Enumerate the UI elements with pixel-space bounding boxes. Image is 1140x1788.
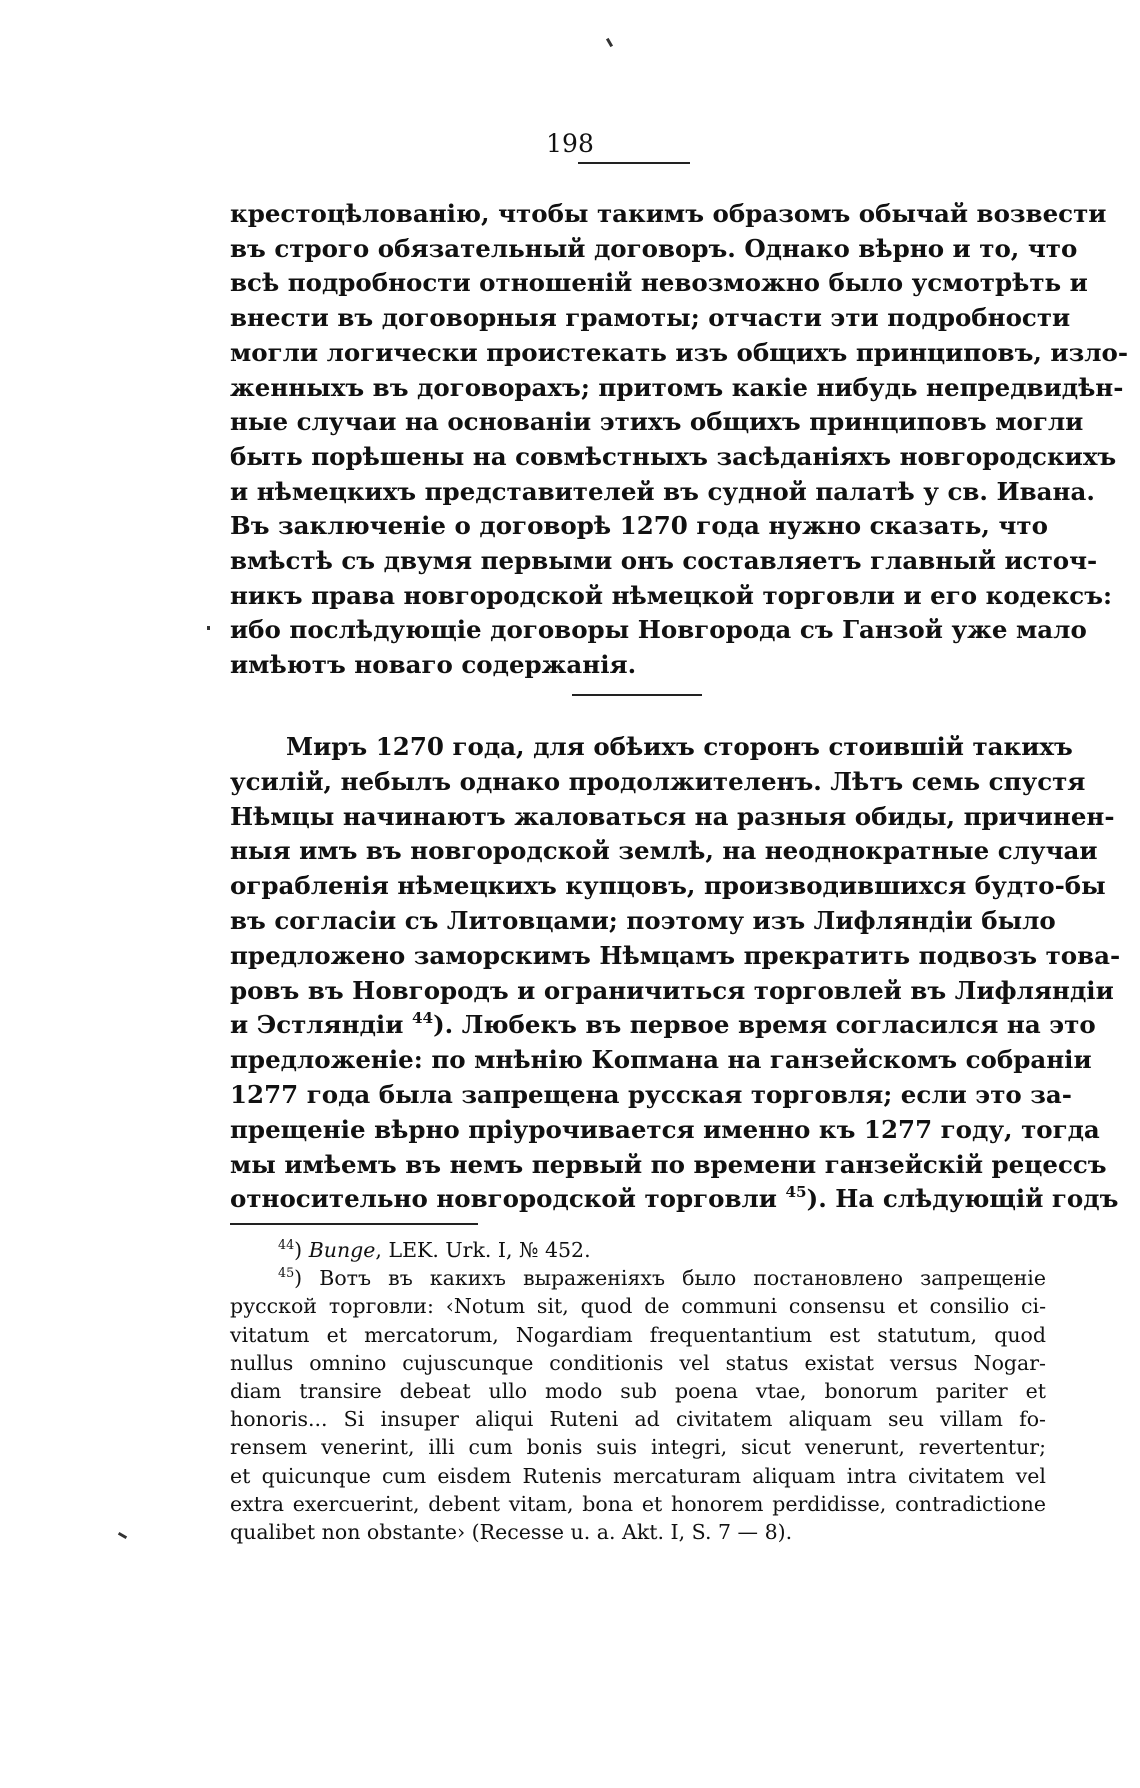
text-line: въ строго обязательный договоръ. Однако вѣрно и то, что [230, 233, 1078, 263]
text-line: Нѣмцы начинаютъ жаловаться на разныя обиды, причинен- [230, 801, 1115, 831]
scan-speck [118, 1532, 127, 1539]
main-paragraph [230, 197, 1129, 683]
footnote-text: ) Вотъ въ какихъ выраженіяхъ было постановлено запрещеніе [294, 1266, 1046, 1291]
text-segment: и Эстляндіи [230, 1010, 412, 1040]
footnote-line: qualibet non obstante› (Recesse u. a. Akt. I, S. 7 — 8). [230, 1520, 793, 1545]
text-line: внести въ договорныя грамоты; отчасти эти подробности [230, 303, 1071, 333]
text-line: ровъ въ Новгородъ и ограничиться торговлей въ Лифляндіи [230, 975, 1114, 1005]
footnote-divider [230, 1223, 478, 1225]
footnote-44: $^{44}$) Bunge, LEK. Urk. I, № 452. [278, 1236, 591, 1262]
text-line [230, 1008, 1096, 1043]
section-divider [572, 694, 702, 696]
footnote-text: , LEK. Urk. I, № 452. [375, 1238, 591, 1262]
text-line: прещеніе вѣрно пріурочивается именно къ 1277 году, тогда [230, 1114, 1100, 1144]
text-segment: относительно новгородской торговли [230, 1184, 786, 1214]
text-line: вмѣстѣ съ двумя первыми онъ составляетъ главный источ- [230, 546, 1098, 576]
text-line: могли логически проистекать изъ общихъ принциповъ, изло- [230, 337, 1129, 367]
scan-speck [207, 626, 210, 630]
footnote-45-first-line [230, 1264, 1046, 1292]
footnote-ref-45[interactable]: 45 [785, 1183, 807, 1202]
scan-speck [606, 38, 613, 47]
text-line: предложеніе: по мнѣнію Копмана на ганзейскомъ собраніи [230, 1045, 1092, 1075]
footnote-ref-44[interactable]: 44 [411, 1009, 434, 1028]
text-line: никъ права новгородской нѣмецкой торговли и его кодексъ: [230, 580, 1113, 610]
text-line: имѣютъ новаго содержанія. [230, 650, 637, 680]
text-line [230, 1182, 1119, 1217]
footnote-line: русской торговли: ‹Notum sit, quod de communi consensu et consilio ci- [230, 1294, 1046, 1319]
text-line: мы имѣемъ въ немъ первый по времени ганзейскій рецессъ [230, 1149, 1107, 1179]
text-line: Въ заключеніе о договорѣ 1270 года нужно сказать, что [230, 511, 1048, 541]
text-line: всѣ подробности отношеній невозможно было усмотрѣть и [230, 268, 1088, 298]
footnote-line: diam transire debeat ullo modo sub poena vtae, bonorum pariter et [230, 1379, 1046, 1404]
footnotes [230, 1236, 1046, 1546]
text-line: и нѣмецкихъ представителей въ судной палатѣ у св. Ивана. [230, 476, 1095, 506]
footnote-line: et quicunque cum eisdem Rutenis mercaturam aliquam intra civitatem vel [230, 1463, 1046, 1488]
text-line: крестоцѣлованію, чтобы такимъ образомъ обычай возвести [230, 199, 1107, 228]
footnote-mark: 44 [278, 1236, 295, 1252]
footnote-mark: 45 [278, 1264, 295, 1280]
text-line: ибо послѣдующіе договоры Новгорода съ Ганзой уже мало [230, 615, 1087, 645]
text-line: въ согласіи съ Литовцами; поэтому изъ Лифляндіи было [230, 905, 1056, 935]
text-line: Миръ 1270 года, для обѣихъ сторонъ стоившій такихъ [286, 732, 1073, 761]
text-line: ные случаи на основаніи этихъ общихъ принциповъ могли [230, 407, 1084, 437]
text-line: женныхъ въ договорахъ; притомъ какіе нибудь непредвидѣн- [230, 372, 1124, 402]
page-number-rule [578, 162, 690, 164]
text-line: ныя имъ въ новгородской землѣ, на неоднократные случаи [230, 836, 1098, 866]
footnote-line: extra exercuerint, debent vitam, bona et honorem perdidisse, contradictione [230, 1491, 1046, 1516]
footnote-author: Bunge [308, 1238, 376, 1262]
text-line: 1277 года была запрещена русская торговля; если это за- [230, 1079, 1072, 1109]
second-paragraph [230, 730, 1121, 1217]
footnote-line: nullus omnino cujuscunque conditionis vel status existat versus Nogar- [230, 1350, 1046, 1375]
footnote-line: vitatum et mercatorum, Nogardiam frequentantium est statutum, quod [230, 1322, 1046, 1347]
page-number: 198 [546, 129, 594, 158]
text-line: усилій, небылъ однако продолжителенъ. Лѣтъ семь спустя [230, 766, 1086, 796]
text-segment: ). На слѣдующій годъ [806, 1184, 1119, 1214]
text-line: предложено заморскимъ Нѣмцамъ прекратить подвозъ това- [230, 940, 1121, 970]
text-segment: ). Любекъ въ первое время согласился на это [433, 1010, 1096, 1040]
footnote-line: rensem venerint, illi cum bonis suis integri, sicut venerunt, revertentur; [230, 1435, 1046, 1460]
text-line: быть порѣшены на совмѣстныхъ засѣданіяхъ новгородскихъ [230, 441, 1117, 471]
text-line: ограбленія нѣмецкихъ купцовъ, производившихся будто-бы [230, 871, 1106, 901]
footnote-line: honoris... Si insuper aliqui Ruteni ad civitatem aliquam seu villam fo- [230, 1407, 1046, 1432]
